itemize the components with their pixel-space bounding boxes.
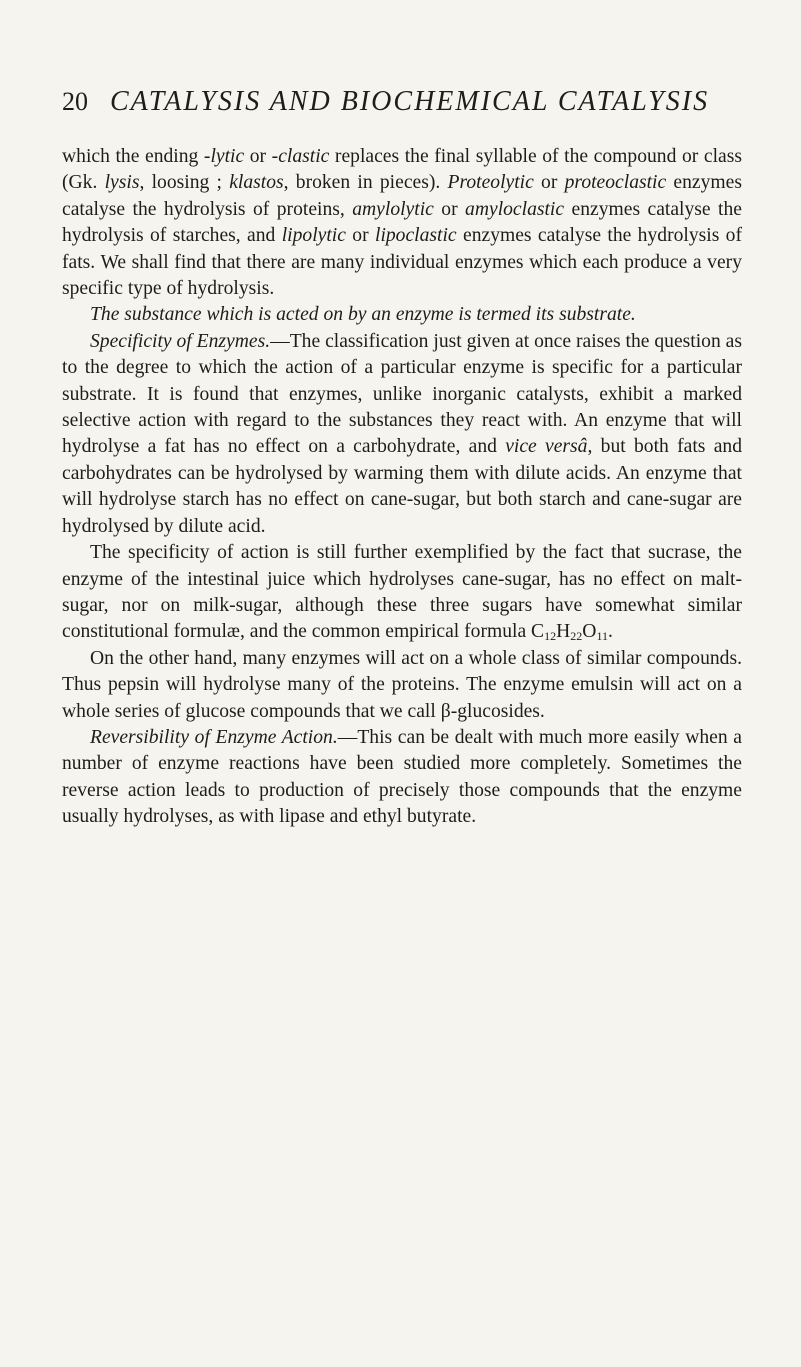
body-text bbox=[62, 144, 742, 831]
paragraph-2 bbox=[62, 302, 742, 328]
italic-term: -lytic bbox=[203, 146, 245, 167]
text-run: , broken in pieces). bbox=[283, 172, 448, 194]
text-run: —This can be dealt with much more easily when a number of enzyme reactions have been studied more completely. Sometimes the reverse action leads to production of precisely those compounds that the enzyme usually hydrolyses, as with lipase and ethyl butyrate. bbox=[62, 726, 742, 828]
paragraph-3 bbox=[62, 329, 742, 540]
italic-term: lysis bbox=[104, 172, 140, 194]
text-run: replaces the final syllable of the compound or class (Gk. bbox=[62, 146, 742, 194]
text-run: , but both fats and carbohydrates can be hydrolysed by warming them with dilute acids. An enzyme that will hydrolyse starch has no effect on cane-sugar, but both starch and cane-sugar are hydrolysed by dilute acid. bbox=[62, 436, 742, 537]
subscript: 22 bbox=[570, 629, 583, 644]
subscript: 12 bbox=[544, 629, 557, 644]
text-run: or bbox=[244, 146, 272, 167]
text-run: . bbox=[608, 621, 613, 643]
text-run: or bbox=[433, 198, 466, 220]
page-number: 20 bbox=[62, 87, 88, 116]
text-run: enzymes catalyse the hydrolysis of proteins, bbox=[62, 172, 742, 220]
text-run: which the ending bbox=[62, 146, 204, 167]
text-run: or bbox=[345, 225, 375, 247]
text-run: The specificity of action is still further exemplified by the fact that sucrase, the enzyme of the intestinal juice which hydrolyses cane-sugar, has no effect on malt-sugar, nor on milk-sugar, although these three sugars have somewhat similar constitutional formulæ, and the common empirical formula C bbox=[62, 542, 742, 643]
italic-term: -clastic bbox=[271, 146, 330, 167]
running-title: CATALYSIS AND BIOCHEMICAL CATALYSIS bbox=[110, 86, 710, 117]
italic-term: amyloclastic bbox=[465, 198, 565, 220]
text-run: enzymes catalyse the hydrolysis of fats. We shall find that there are many individual enzymes which each produce a very specific type of hydrolysis. bbox=[62, 225, 743, 300]
definition-substrate: The substance which is acted on by an enzyme is termed its substrate. bbox=[90, 304, 636, 326]
paragraph-6 bbox=[62, 725, 742, 831]
italic-term: lipolytic bbox=[281, 225, 346, 247]
paragraph-4 bbox=[62, 540, 742, 646]
text-run: enzymes catalyse the hydrolysis of starches, and bbox=[62, 198, 742, 247]
italic-term: vice versâ bbox=[505, 436, 588, 458]
text-run: , loosing ; bbox=[139, 172, 230, 194]
paragraph-1 bbox=[62, 144, 742, 302]
italic-term: lipoclastic bbox=[375, 225, 457, 247]
italic-term: klastos bbox=[229, 172, 284, 194]
text-run: On the other hand, many enzymes will act on a whole class of similar compounds. Thus pepsin will hydrolyse many of the proteins. The enzyme emulsin will act on a whole series of glucose compounds that we call bbox=[62, 647, 742, 722]
text-run: H bbox=[556, 621, 571, 643]
italic-term: Proteolytic bbox=[447, 172, 534, 194]
text-run: —The classification just given at once raises the question as to the degree to which the action of a particular enzyme is specific for a particular substrate. It is found that enzymes, unlike inorganic catalysts, exhibit a marked selective action with regard to the substances they react with. An enzyme that will hydrolyse a fat has no effect on a carbohydrate, and bbox=[62, 330, 742, 458]
italic-term: amylolytic bbox=[352, 198, 434, 220]
subscript: 11 bbox=[596, 629, 608, 644]
text-run: O bbox=[582, 621, 597, 643]
section-heading-reversibility: Reversibility of Enzyme Action. bbox=[90, 726, 338, 748]
paragraph-5 bbox=[62, 646, 742, 725]
text-run: β-glucosides. bbox=[440, 700, 545, 722]
italic-term: proteoclastic bbox=[564, 172, 667, 194]
book-page bbox=[62, 86, 742, 831]
section-heading-specificity: Specificity of Enzymes. bbox=[90, 330, 271, 352]
running-head bbox=[62, 86, 742, 118]
text-run: or bbox=[533, 172, 565, 194]
